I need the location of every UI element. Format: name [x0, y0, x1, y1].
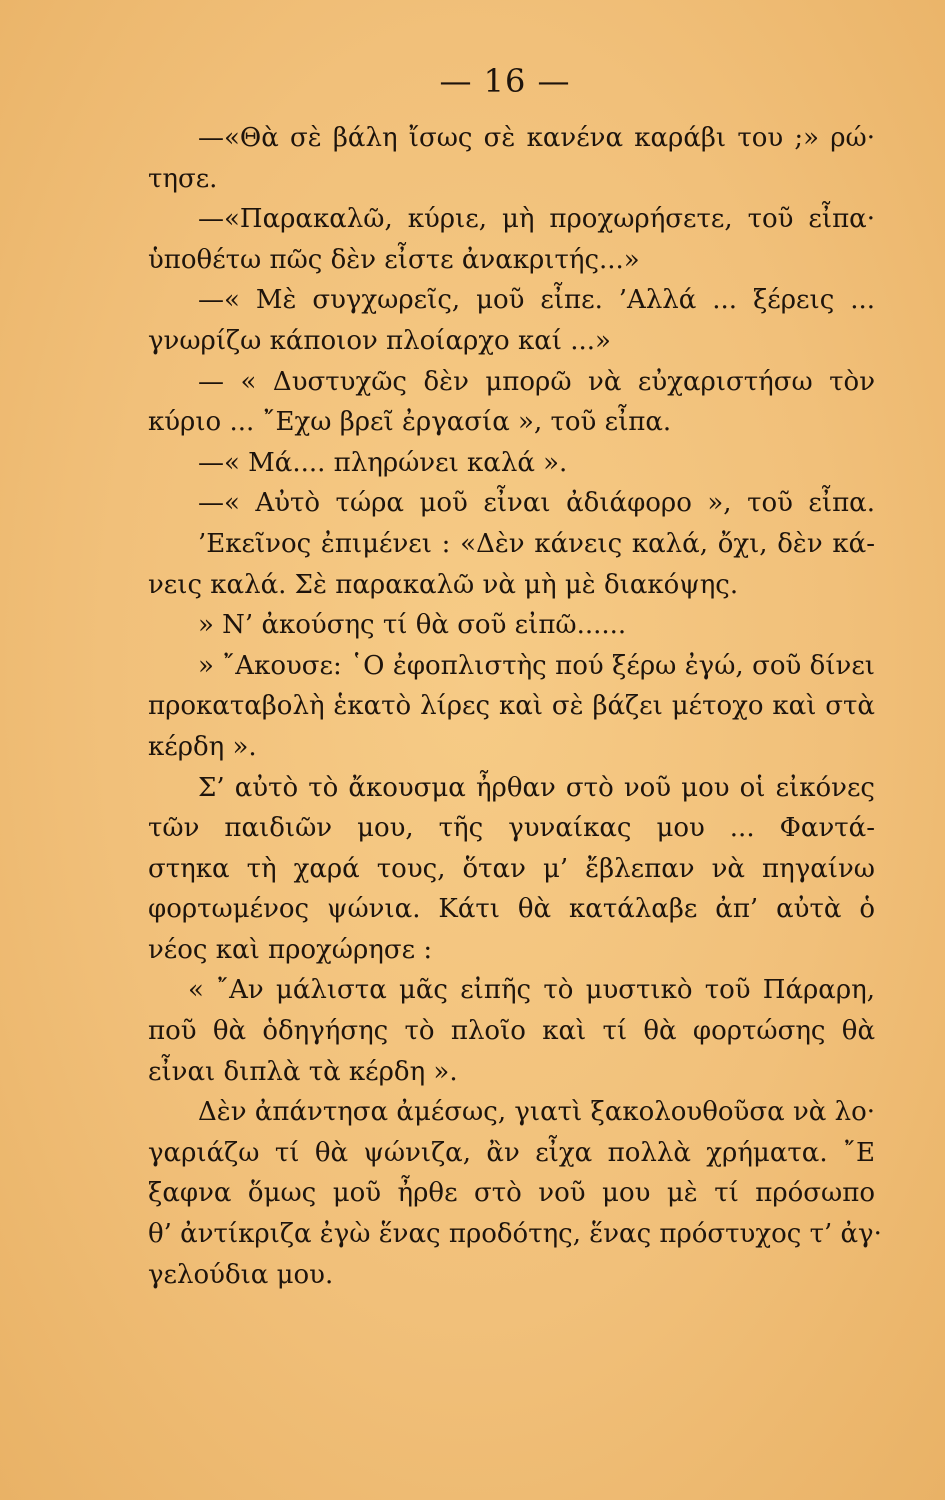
text-line: φορτωμένος ψώνια. Κάτι θὰ κατάλαβε ἀπ’ αὐτὰ ὁ	[148, 894, 875, 925]
text-line: —« Αὐτὸ τώρα μοῦ εἶναι ἀδιάφορο », τοῦ εἶπα.	[198, 488, 875, 519]
text-line: κέρδη ».	[148, 731, 257, 762]
text-line: στηκα τὴ χαρά τους, ὅταν μ’ ἔβλεπαν νὰ πηγαίνω	[148, 853, 875, 884]
text-line: Σ’ αὐτὸ τὸ ἄκουσμα ἦρθαν στὸ νοῦ μου οἱ εἰκόνες	[198, 772, 875, 803]
text-line: νέος καὶ προχώρησε :	[148, 934, 433, 965]
text-line: εἶναι διπλὰ τὰ κέρδη ».	[148, 1056, 458, 1087]
text-line: προκαταβολὴ ἑκατὸ λίρες καὶ σὲ βάζει μέτοχο καὶ στὰ	[148, 691, 875, 722]
page-number: — 16 —	[439, 62, 571, 100]
text-line: ξαφνα ὅμως μοῦ ἦρθε στὸ νοῦ μου μὲ τί πρόσωπο	[148, 1178, 875, 1209]
text-line: —« Μὲ συγχωρεῖς, μοῦ εἶπε. ’Αλλά ... ξέρεις ...	[198, 285, 875, 316]
text-line: —« Μά.... πληρώνει καλά ».	[198, 447, 568, 478]
text-line: » ῎Ακουσε: ῾Ο ἐφοπλιστὴς πού ξέρω ἐγώ, σοῦ δίνει	[198, 650, 875, 681]
text-line: » Ν’ ἀκούσης τί θὰ σοῦ εἰπῶ......	[198, 610, 627, 641]
text-line: γνωρίζω κάποιον πλοίαρχο καί ...»	[148, 325, 611, 356]
text-line: ποῦ θὰ ὁδηγήσης τὸ πλοῖο καὶ τί θὰ φορτώσης θὰ	[148, 1016, 875, 1047]
text-line: τῶν παιδιῶν μου, τῆς γυναίκας μου ... Φαντά-	[148, 813, 875, 844]
text-line: ὑποθέτω πῶς δὲν εἶστε ἀνακριτής...»	[148, 244, 640, 275]
text-line: νεις καλά. Σὲ παρακαλῶ νὰ μὴ μὲ διακόψης.	[148, 569, 739, 600]
text-line: —«Θὰ σὲ βάλη ἴσως σὲ κανένα καράβι του ;» ρώ·	[198, 123, 875, 153]
body-text	[148, 118, 882, 1295]
text-line: κύριο ... ῎Εχω βρεῖ ἐργασία », τοῦ εἶπα.	[148, 407, 672, 438]
text-line: —«Παρακαλῶ, κύριε, μὴ προχωρήσετε, τοῦ εἶπα·	[198, 204, 875, 235]
text-line: τησε.	[148, 163, 218, 194]
text-line: θ’ ἀντίκριζα ἐγὼ ἕνας προδότης, ἕνας πρόστυχος τ’ ἀγ·	[148, 1219, 882, 1250]
text-line: γαριάζω τί θὰ ψώνιζα, ἂν εἶχα πολλὰ χρήματα. ῎Ε	[148, 1137, 875, 1168]
text-line: γελούδια μου.	[148, 1259, 334, 1290]
text-line: Δὲν ἀπάντησα ἀμέσως, γιατὶ ξακολουθοῦσα νὰ λο·	[198, 1097, 875, 1128]
text-line: « ῎Αν μάλιστα μᾶς εἰπῆς τὸ μυστικὸ τοῦ Πάραρη,	[188, 975, 875, 1006]
text-line: — « Δυστυχῶς δὲν μπορῶ νὰ εὐχαριστήσω τὸν	[198, 366, 875, 397]
text-line: ’Εκεῖνος ἐπιμένει : «Δὲν κάνεις καλά, ὄχι, δὲν κά-	[198, 528, 875, 559]
